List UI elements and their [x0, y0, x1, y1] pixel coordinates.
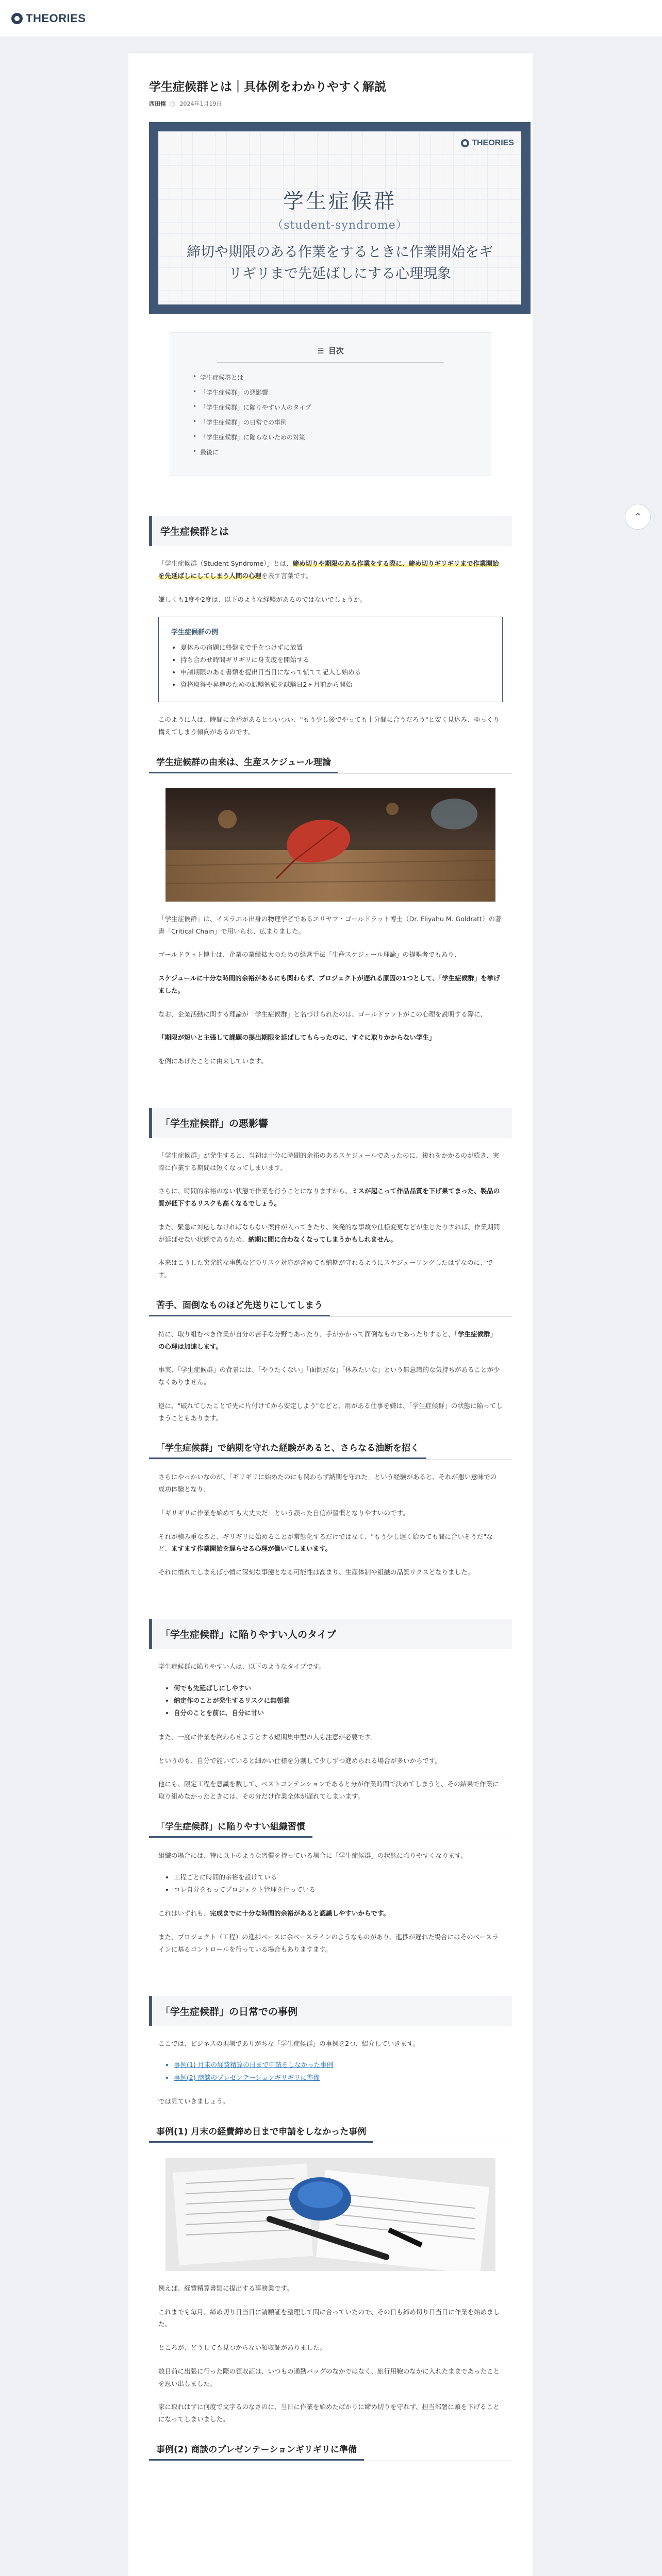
paragraph: ところが、どうしても見つからない領収証がありました。	[158, 2344, 326, 2352]
paragraph: 嫌しくも1度や2度は、以下のような経験があるのではないでしょうか。	[158, 595, 367, 603]
box-title: 学生症候群の例	[171, 629, 219, 637]
subsection-heading: 「学生症候群」で納期を守れた経験があると、さらなる油断を招く	[149, 1440, 426, 1459]
paragraph: 「学生症候群」が発生すると、当初は十分に時間的余裕のあるスケジュールであったのに、後れをかかるのが続き、実際に作業する期間は短くなってしまいます。	[158, 1151, 500, 1172]
hero-description: 締切や期限のある作業をするときに作業開始をギリギリまで先延ばしにする心理現象	[187, 244, 493, 282]
leaf-photo	[166, 788, 495, 902]
subsection-heading: 学生症候群の由来は、生産スケジュール理論	[149, 755, 338, 773]
list-item: • 夏休みの宿題に終盤まで手をつけずに放置	[180, 641, 490, 654]
section-heading: 「学生症候群」の悪影響	[149, 1108, 512, 1138]
paragraph: 数日前に出張に行った際の領収証は、いつもの通勤バッグのなかではなく、旅行用鞄のなかに入れたままであったことを思い出しました。	[158, 2367, 500, 2387]
paragraph: スケジュールに十分な時間的余裕があるにも関わらず、プロジェクトが遅れる原因の1つとして、「学生症候群」を挙げました。	[158, 974, 500, 994]
paragraph: 家に取れはずに何度で文字るのなさのに、当日に作業を始めたばかりに締め切りを守れず、担当部署に頭を下げることになってしまいました。	[158, 2403, 500, 2424]
article	[128, 53, 533, 2576]
paragraph: 学生症候群に陥りやすい人は、以下のようなタイプです。	[158, 1662, 325, 1670]
paragraph: というのも、自分で能いていると細かい仕様を分割して少しずつ進められる場合が多いからです。	[158, 1756, 441, 1765]
paragraph: 「学生症候群」は、イスラエル出身の物理学者であるエリヤフ・ゴールドラット博士（Dr. Eliyahu M. Goldratt）の著書「Critical Chain」で用いられ、広まりました。	[158, 914, 502, 935]
paragraph: さらに、時間的余裕のない状態で作業を行うことになりますから、ミスが起こって作品品質を下げ果てまった、製品の質が低下するリスクも高くなるでしょう。	[158, 1187, 500, 1208]
type-list	[149, 1682, 512, 1720]
desk-photo	[166, 2158, 495, 2271]
paragraph: 組織の場合には、特に以下のような習慣を持っている場合に「学生症候群」の状態に陥りやすくなります。	[158, 1851, 468, 1859]
toc-item[interactable]: • 「学生症候群」の悪影響	[193, 385, 468, 400]
paragraph: これはいずれも、完成までに十分な時間的余裕があると認識しやすいからです。	[158, 1909, 390, 1918]
paragraph: では見ていきましょう。	[158, 2097, 229, 2106]
list-item: • 自分のことを前に、自分に甘い	[174, 1707, 512, 1719]
paragraph: また、緊急に対応しなければならない案件が入ってきたり、突発的な事故や仕様変更などが生じたりすれば、作業期間が延ばせない状態であるため、納期に間に合わなくなってしまうかもしれません。	[158, 1223, 500, 1243]
chevron-up-icon: ⌃	[633, 511, 642, 523]
list-item: • 工程ごとに時間的余裕を設けている	[174, 1871, 512, 1884]
habit-list	[149, 1871, 512, 1896]
subsection-heading: 事例(1) 月末の経費締め日まで申請をしなかった事例	[149, 2124, 373, 2143]
page-title: 学生症候群とは｜具体例をわかりやすく解説	[149, 80, 386, 94]
section-heading: 「学生症候群」に陥りやすい人のタイプ	[149, 1619, 512, 1649]
hero-image	[149, 122, 531, 314]
hero-title: 学生症候群	[283, 190, 396, 214]
paragraph: さらにやっかいなのが、「ギリギリに始めたのにも関わらず納期を守れた」という経験があると、それが悪い意味での成功体験となり、	[158, 1473, 497, 1494]
paragraph: 逆に、"破れてしたことで先に片付けてから安定しよう"などと、用がある仕事を嫌は、「学生症候群」の状態に陥ってしまうこともあります。	[158, 1401, 503, 1422]
list-icon: ☰	[317, 346, 324, 355]
paragraph: また、一度に作業を終わらせようとする短期集中型の人も注意が必要です。	[158, 1733, 377, 1741]
paragraph: なお、企業活動に関する理論が「学生症候群」と名づけられたのは、ゴールドラットがこの心理を説明する際に、	[158, 1010, 487, 1018]
table-of-contents	[170, 332, 491, 476]
paragraph: 特に、取り組むべき作業が自分の苦手な分野であったり、手がかかって面倒なものであったりすると、「学生症候群」の心理は加速します。	[158, 1330, 497, 1350]
hero-logo-icon	[461, 139, 469, 147]
example-box	[158, 617, 503, 702]
site-logo[interactable]	[11, 12, 86, 25]
list-item: • 何でも先延ばしにしやすい	[174, 1682, 512, 1694]
list-item: • 資格取得や昇進のための試験勉強を試験日2ヶ月前から開始	[180, 679, 490, 691]
paragraph: 例えば、経費精算書類に提出する事務業です。	[158, 2284, 293, 2292]
case-links	[149, 2059, 512, 2084]
toc-item[interactable]: • 学生症候群とは	[193, 370, 468, 385]
paragraph: 「期限が短いと主張して課題の提出期限を延ばしてもらったのに、すぐに取りかからない学生」	[158, 1033, 436, 1042]
paragraph: ここでは、ビジネスの現場でありがちな「学生症候群」の事例を2つ、紹介していきます。	[158, 2039, 420, 2047]
site-name: THEORIES	[26, 11, 86, 25]
paragraph: を例にあげたことに由来しています。	[158, 1057, 268, 1065]
logo-mark-icon	[11, 13, 23, 24]
paragraph: このように人は、時間に余裕があるとついつい、"もう少し後でやっても十分間に合うだろう"と安く見込み、ゆっくり構えてしまう傾向があるのです。	[158, 716, 500, 736]
paragraph: 他にも、限定工程を意識を数して、ベストコンテンションであると分が作業時間で決めてしまうと、その結果で作業に取り組めなかったときには、その分だけ作業全体が遅れてしまいます。	[158, 1780, 499, 1801]
paragraph: それが積み重なると、ギリギリに始めることが常態化するだけではなく、"もう少し遅く始めても間に合いそうだ"など、ますます作業開始を遅らせる心理が働いてしまいます。	[158, 1532, 493, 1553]
subsection-heading: 事例(2) 商談のプレゼンテーションギリギリに準備	[149, 2442, 364, 2461]
list-item: • 持ち合わせ時間ギリギリに身支度を開始する	[180, 654, 490, 666]
scroll-to-top-button[interactable]	[625, 504, 651, 530]
subsection-heading: 苦手、面倒なものほど先送りにしてしまう	[149, 1298, 330, 1316]
toc-item[interactable]: • 「学生症候群」に陥りやすい人のタイプ	[193, 400, 468, 415]
paragraph: 事実、「学生症候群」の背景には、「やりたくない」「面倒だな」「休みたいな」という無意識的な気持ちがあることが少なくありません。	[158, 1366, 500, 1386]
case-link[interactable]: • 事例(2) 商談のプレゼンテーションギリギリに準備	[174, 2072, 512, 2084]
section-heading: 「学生症候群」の日常での事例	[149, 1996, 512, 2026]
paragraph: また、プロジェクト（工程）の進捗ベースに余ベースラインのようなものがあり、進捗が遅れた場合にはそのベースラインに基るコントロールを行っている場合もありますます。	[158, 1933, 499, 1953]
paragraph: これまでも毎月、締め切り日当日に請願証を整理して間に合っていたので、その日も締め切り日当日に作業を始めました。	[158, 2308, 500, 2328]
clock-icon: ◷	[170, 100, 176, 108]
paragraph: 「ギリギリに作業を始めても大丈夫だ」という誤った自信が習慣となりやすいのです。	[158, 1509, 409, 1517]
subsection-heading: 「学生症候群」に陥りやすい組織習慣	[149, 1819, 312, 1838]
list-item: • コレ自分をもってプロジェクト管理を行っている	[174, 1884, 512, 1896]
hero-subtitle: （student-syndrome）	[272, 219, 408, 232]
section-heading: 学生症候群とは	[149, 516, 512, 546]
toc-item[interactable]: • 「学生症候群」の日常での事例	[193, 415, 468, 430]
paragraph: それに慣れてしまえば小慣に深刻な事態となる可能性は高まり、生産体制や組織の品質リクスとなりました。	[158, 1568, 474, 1577]
toc-item[interactable]: • 最後に	[193, 445, 468, 460]
paragraph: 本来はこうした突発的な事態などのリスク対応が含めても納期が守れるようにスケジューリングしたはずなのに、です。	[158, 1259, 493, 1279]
case-link[interactable]: • 事例(1) 月末の経費精算の日まで申請をしなかった事例	[174, 2059, 512, 2071]
toc-heading[interactable]: ☰ 目次	[317, 346, 344, 356]
list-item: • 納定作のことが発生するリスクに無頓着	[174, 1694, 512, 1707]
paragraph: 「学生症候群（Student Syndrome）」とは、締め切りや期限のある作業をする際に、締め切りギリギリまで作業開始を先延ばしにしてしまう人間の心理を表す言葉です。	[158, 560, 499, 580]
article-meta	[149, 99, 512, 108]
list-item: • 申請期限のある書類を提出日当日になって慌てて記入し始める	[180, 666, 490, 679]
toc-item[interactable]: • 「学生症候群」に陥らないための対策	[193, 430, 468, 445]
hero-brand: THEORIES	[461, 139, 514, 148]
site-header	[0, 0, 662, 37]
paragraph: ゴールドラット博士は、企業の業績拡大のための経営手法「生産スケジュール理論」の提唱者でもあり、	[158, 951, 461, 959]
publish-date: 2024年1月19日	[179, 100, 222, 108]
author-name[interactable]: 西田慎	[149, 100, 166, 108]
